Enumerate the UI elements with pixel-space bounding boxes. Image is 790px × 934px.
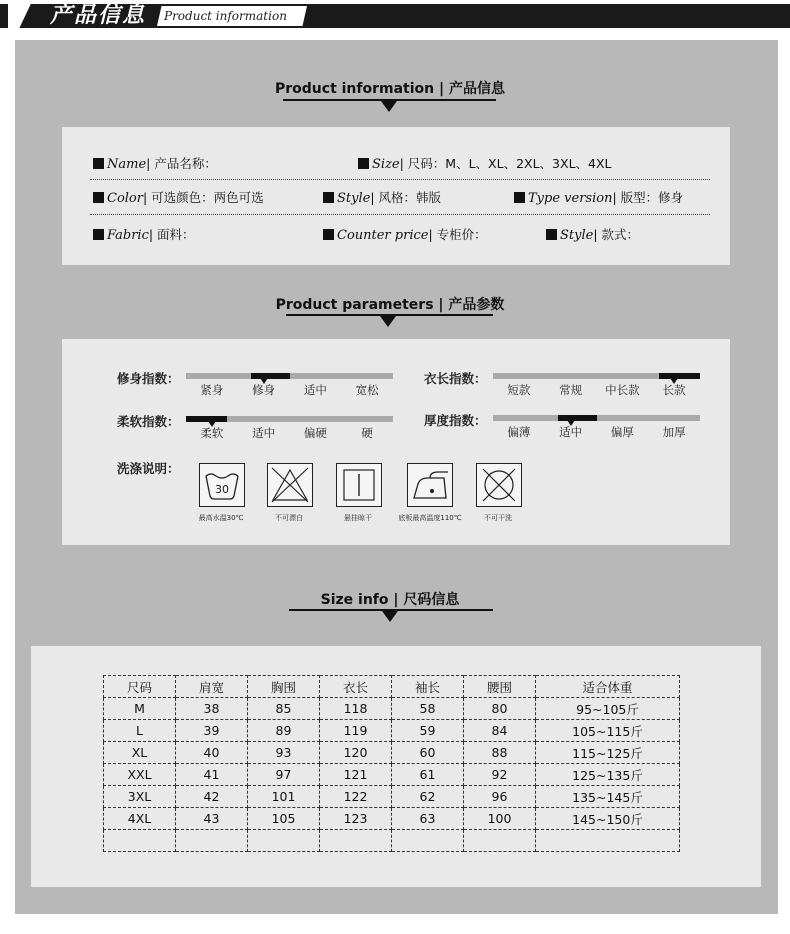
table-header-cell: 胸围 [248, 676, 320, 698]
scale-selected-segment [558, 415, 597, 421]
wash-caption: 不可漂白 [275, 514, 303, 522]
table-cell: 119 [320, 720, 392, 742]
section-arrow-icon [380, 316, 396, 327]
table-cell: 62 [392, 786, 464, 808]
table-cell [320, 830, 392, 852]
table-row [104, 830, 680, 852]
wash-caption: 不可干洗 [484, 514, 512, 522]
scale-option-label: 偏薄 [507, 425, 531, 439]
table-cell [464, 830, 536, 852]
table-cell: 96 [464, 786, 536, 808]
table-cell [104, 830, 176, 852]
scale-label-length: 衣长指数： [424, 371, 487, 386]
table-cell: 61 [392, 764, 464, 786]
iron-110-icon [407, 463, 453, 507]
scale-option-label: 紧身 [200, 383, 224, 397]
table-cell: 38 [176, 698, 248, 720]
table-cell: 100 [464, 808, 536, 830]
table-header-cell: 适合体重 [536, 676, 680, 698]
wash-30-icon [199, 463, 245, 507]
info-color: Color| 可选颜色：两色可选 [93, 187, 264, 210]
scale-option-label: 修身 [252, 383, 276, 397]
table-cell [176, 830, 248, 852]
table-header-cell: 肩宽 [176, 676, 248, 698]
table-cell: 88 [464, 742, 536, 764]
scale-option-label: 适中 [252, 426, 276, 440]
table-row [104, 786, 680, 808]
table-header-row [104, 676, 680, 698]
scale-option-label: 偏硬 [303, 426, 327, 440]
table-cell: 59 [392, 720, 464, 742]
dotted-divider [90, 214, 710, 215]
table-cell: 101 [248, 786, 320, 808]
section-title-product-information: Product information | 产品信息 [275, 81, 505, 97]
scale-option-label: 常规 [559, 383, 583, 397]
bullet-square-icon [546, 229, 557, 240]
scale-selected-segment [251, 373, 290, 379]
table-header-cell: 尺码 [104, 676, 176, 698]
table-cell: 135~145斤 [536, 786, 680, 808]
table-cell: 43 [176, 808, 248, 830]
scale-softness [186, 416, 393, 422]
scale-label-softness: 柔软指数： [117, 414, 180, 429]
table-cell: 89 [248, 720, 320, 742]
scale-option-label: 硬 [361, 426, 373, 440]
table-cell: 60 [392, 742, 464, 764]
table-cell: 95~105斤 [536, 698, 680, 720]
table-cell: XXL [104, 764, 176, 786]
bullet-square-icon [514, 192, 525, 203]
table-row [104, 742, 680, 764]
wash-caption: 悬挂晾干 [344, 514, 372, 522]
scale-option-label: 长款 [662, 383, 686, 397]
table-cell [392, 830, 464, 852]
dotted-divider [90, 179, 710, 180]
table-cell: 93 [248, 742, 320, 764]
banner-title-en: Product information [164, 9, 287, 23]
table-header-cell: 衣长 [320, 676, 392, 698]
no-bleach-icon [267, 463, 313, 507]
table-cell: 41 [176, 764, 248, 786]
table-cell: 121 [320, 764, 392, 786]
bullet-square-icon [323, 192, 334, 203]
scale-selected-segment [186, 416, 227, 422]
info-type-version: Type version| 版型：修身 [514, 187, 683, 210]
wash-caption: 最高水温30℃ [198, 514, 244, 522]
table-row [104, 808, 680, 830]
banner-title-cn: 产品信息 [50, 3, 147, 28]
table-header-cell: 腰围 [464, 676, 536, 698]
header-banner [0, 0, 790, 30]
table-cell: 92 [464, 764, 536, 786]
table-cell: 123 [320, 808, 392, 830]
bullet-square-icon [93, 229, 104, 240]
table-row [104, 698, 680, 720]
section-title-size-info: Size info | 尺码信息 [320, 592, 460, 608]
bullet-square-icon [93, 158, 104, 169]
table-row [104, 720, 680, 742]
scale-label-thickness: 厚度指数： [424, 413, 487, 428]
info-size: Size| 尺码：M、L、XL、2XL、3XL、4XL [358, 153, 612, 176]
section-title-product-parameters: Product parameters | 产品参数 [275, 297, 505, 313]
info-style: Style| 风格：韩版 [323, 187, 441, 210]
bullet-square-icon [323, 229, 334, 240]
svg-text:30: 30 [215, 483, 229, 496]
table-cell: 80 [464, 698, 536, 720]
table-cell: 125~135斤 [536, 764, 680, 786]
table-cell: 58 [392, 698, 464, 720]
table-cell: 63 [392, 808, 464, 830]
table-cell: 145~150斤 [536, 808, 680, 830]
table-cell: 118 [320, 698, 392, 720]
scale-thickness [493, 415, 700, 421]
info-fabric: Fabric| 面料： [93, 224, 195, 247]
table-cell: 120 [320, 742, 392, 764]
info-row-2 [90, 187, 710, 217]
wash-caption: 底板最高温度110℃ [398, 514, 462, 522]
table-cell: 4XL [104, 808, 176, 830]
table-cell: 39 [176, 720, 248, 742]
product-parameters-box [62, 339, 730, 545]
table-cell: 97 [248, 764, 320, 786]
table-row [104, 764, 680, 786]
bullet-square-icon [358, 158, 369, 169]
table-cell: 115~125斤 [536, 742, 680, 764]
scale-option-label: 加厚 [662, 425, 686, 439]
table-cell: 42 [176, 786, 248, 808]
scale-option-label: 短款 [507, 383, 531, 397]
section-arrow-icon [382, 611, 398, 622]
info-name: Name| 产品名称： [93, 153, 217, 176]
bullet-square-icon [93, 192, 104, 203]
table-cell: 40 [176, 742, 248, 764]
info-counter-price: Counter price| 专柜价： [323, 224, 487, 247]
table-cell: 105~115斤 [536, 720, 680, 742]
table-cell: XL [104, 742, 176, 764]
main-panel [15, 40, 778, 914]
table-cell: 105 [248, 808, 320, 830]
table-cell: M [104, 698, 176, 720]
scale-selected-segment [659, 373, 700, 379]
table-cell [248, 830, 320, 852]
scale-label-fit: 修身指数： [117, 371, 180, 386]
wash-label: 洗涤说明： [117, 461, 180, 476]
table-cell: 3XL [104, 786, 176, 808]
scale-option-label: 偏厚 [610, 425, 634, 439]
scale-length [493, 373, 700, 379]
table-cell: 122 [320, 786, 392, 808]
scale-option-label: 适中 [303, 383, 327, 397]
table-cell [536, 830, 680, 852]
size-table [103, 675, 680, 852]
hang-dry-icon [336, 463, 382, 507]
table-cell: 85 [248, 698, 320, 720]
table-cell: L [104, 720, 176, 742]
info-style-2: Style| 款式： [546, 224, 639, 247]
scale-fit [186, 373, 393, 379]
info-row-3 [90, 224, 710, 254]
no-dry-clean-icon [476, 463, 522, 507]
table-header-cell: 袖长 [392, 676, 464, 698]
scale-option-label: 柔软 [200, 426, 224, 440]
product-info-box [62, 127, 730, 265]
table-cell: 84 [464, 720, 536, 742]
section-arrow-icon [381, 101, 397, 112]
scale-option-label: 宽松 [355, 383, 379, 397]
scale-option-label: 中长款 [605, 383, 640, 397]
scale-option-label: 适中 [559, 425, 583, 439]
